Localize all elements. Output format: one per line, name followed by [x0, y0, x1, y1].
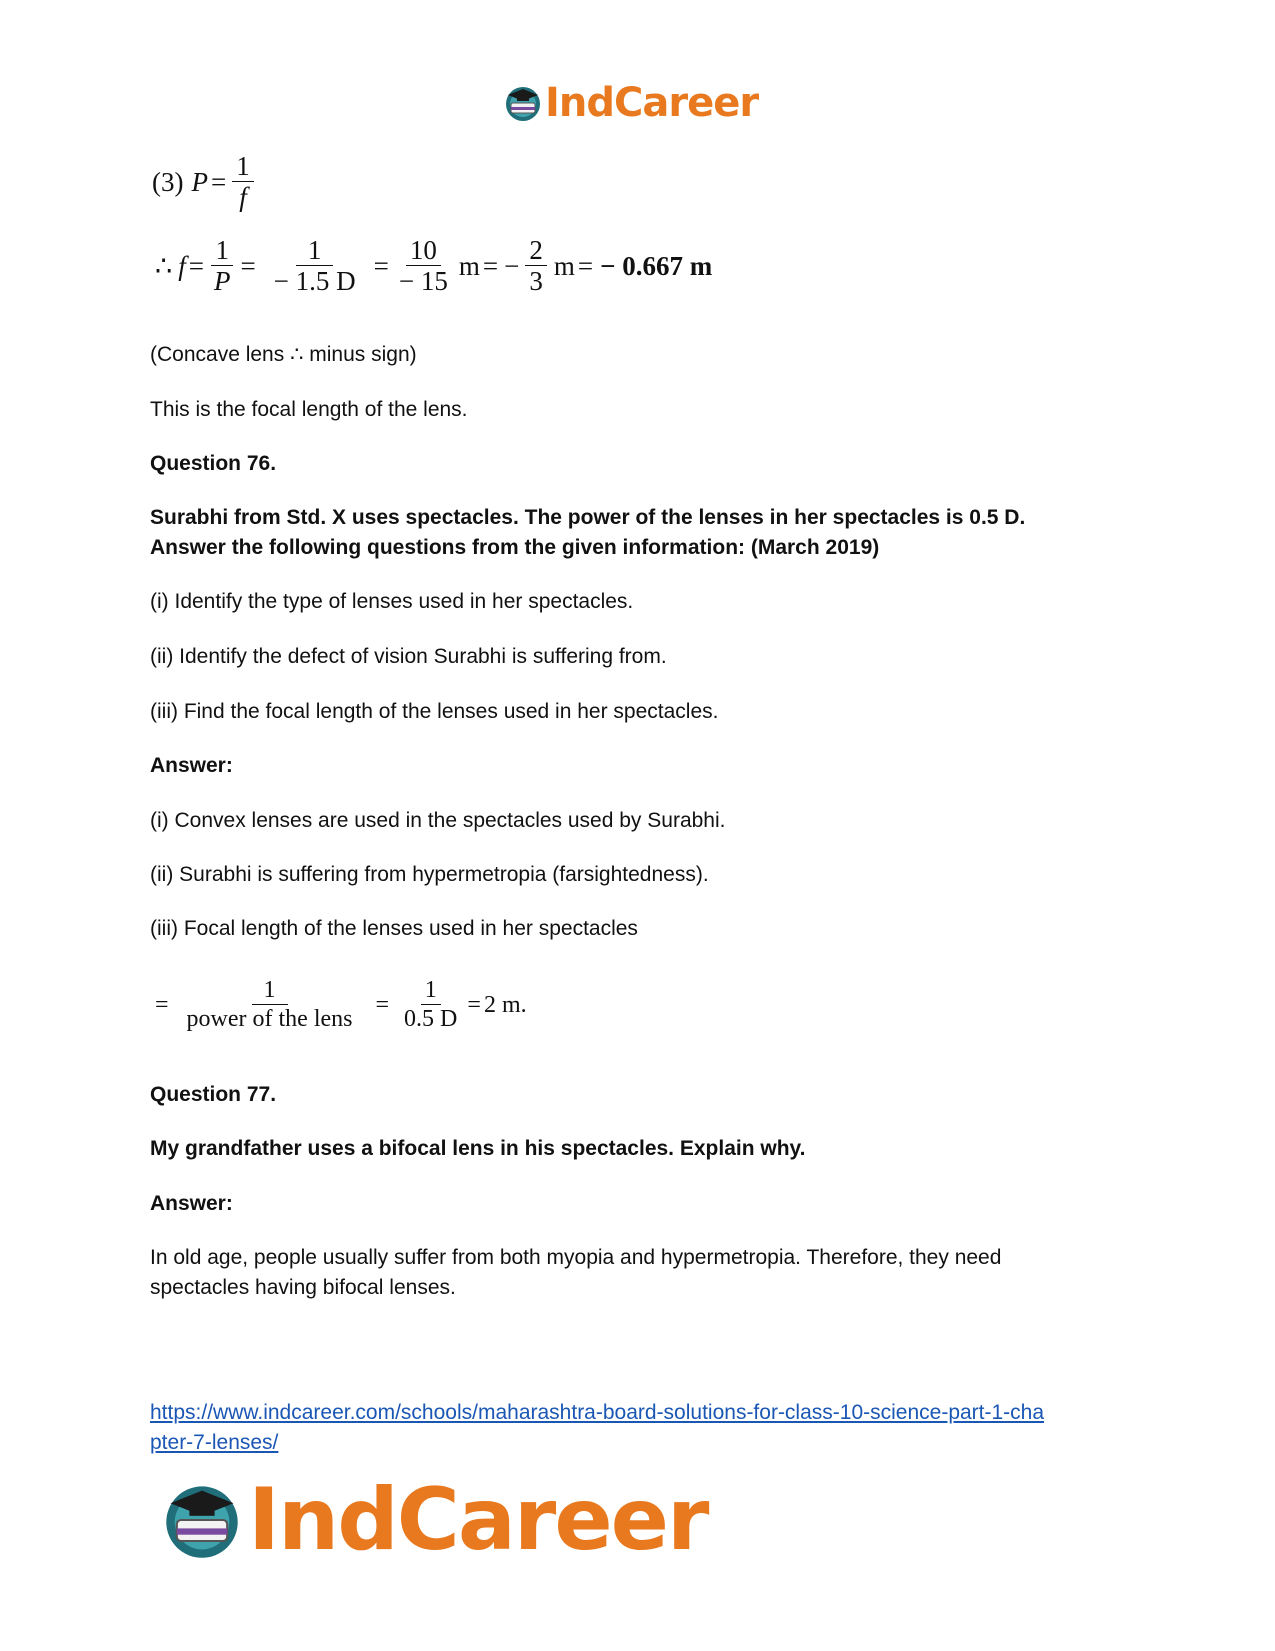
fraction-denominator: 3 [529, 266, 543, 297]
unit-m: m [458, 251, 480, 282]
graduation-cap-book-globe-icon [160, 1478, 244, 1562]
question-76-part-iii: (iii) Find the focal length of the lenses used in her spectacles. [150, 700, 719, 723]
fraction-1-over-P [210, 236, 235, 297]
source-link[interactable] [150, 1398, 1044, 1458]
focal-length-answer-result: 2 m. [483, 991, 527, 1018]
question-76-heading: Question 76. [150, 452, 277, 475]
fraction-1-over-0-5D [400, 978, 461, 1033]
fraction-1-over-power [175, 978, 365, 1033]
fraction-numerator: 1 [252, 978, 288, 1005]
source-link-line2[interactable]: pter-7-lenses/ [150, 1431, 279, 1454]
fraction-numerator: 1 [421, 978, 441, 1005]
fraction-denominator: P [213, 266, 231, 297]
graduation-cap-book-globe-icon [503, 83, 543, 123]
minus-sign: − [504, 251, 520, 282]
fraction-denominator: − 1.5 D [273, 266, 356, 297]
formula-focal-length: ∴ f = $\frac{1}{P}$ = $\frac{1}{- 1.5 D}$ = $\frac{10}{- 15}$ m = − $\frac{2}{3}$ m = − 0.667 m [155, 235, 713, 297]
question-77-text: My grandfather uses a bifocal lens in his spectacles. Explain why. [150, 1137, 806, 1160]
answer-76-part-i: (i) Convex lenses are used in the spectacles used by Surabhi. [150, 809, 726, 832]
fraction-denominator: 0.5 D [404, 1006, 458, 1033]
fraction-2-over-3 [525, 236, 547, 297]
question-76-text-line1: Surabhi from Std. X uses spectacles. The power of the lenses in her spectacles is 0.5 D. [150, 506, 1026, 529]
answer-77-line1: In old age, people usually suffer from both myopia and hypermetropia. Therefore, they need [150, 1246, 1002, 1269]
symbol-f: f [178, 251, 186, 282]
answer-77-line2: spectacles having bifocal lenses. [150, 1276, 456, 1299]
therefore-symbol: ∴ [155, 251, 173, 282]
fraction-1-over-minus-1-5D [262, 236, 368, 297]
fraction-denominator: f [239, 182, 247, 213]
fraction-1-over-f [232, 152, 254, 213]
answer-76-part-ii: (ii) Surabhi is suffering from hypermetropia (farsightedness). [150, 863, 709, 886]
formula-label: (3) [152, 167, 184, 198]
logo-text: IndCareer [545, 80, 759, 126]
question-77-heading: Question 77. [150, 1083, 277, 1106]
formula-power: (3) P = $\frac{1}{f}$ [152, 152, 257, 213]
answer-76-part-iii: (iii) Focal length of the lenses used in her spectacles [150, 917, 638, 940]
fraction-numerator: 1 [232, 152, 254, 182]
fraction-10-over-minus-15 [395, 236, 452, 297]
fraction-denominator: power of the lens [186, 1006, 353, 1033]
concave-note: (Concave lens ∴ minus sign) [150, 343, 417, 366]
focal-length-statement: This is the focal length of the lens. [150, 398, 468, 421]
fraction-numerator: 10 [406, 236, 441, 266]
unit-m-2: m [553, 251, 575, 282]
source-link-line1[interactable]: https://www.indcareer.com/schools/maharashtra-board-solutions-for-class-10-science-part-1-cha [150, 1401, 1045, 1424]
formula-focal-length-answer: = $\frac{1}{\text{power of the lens}}$ = $\frac{1}{0.5 D}$ = 2 m. [155, 977, 527, 1033]
answer-76-heading: Answer: [150, 754, 233, 777]
answer-77-heading: Answer: [150, 1192, 233, 1215]
fraction-numerator: 1 [211, 236, 233, 266]
question-76-text-line2: Answer the following questions from the given information: (March 2019) [150, 536, 880, 559]
fraction-numerator: 1 [296, 236, 334, 266]
indcareer-logo-bottom [160, 1470, 707, 1570]
question-76-part-i: (i) Identify the type of lenses used in her spectacles. [150, 590, 634, 613]
fraction-denominator: − 15 [398, 266, 448, 297]
fraction-numerator: 2 [525, 236, 547, 266]
logo-text-large: IndCareer [248, 1470, 708, 1570]
indcareer-logo-top [503, 80, 758, 126]
focal-length-result: − 0.667 m [600, 251, 713, 282]
symbol-P: P [191, 167, 208, 198]
question-76-part-ii: (ii) Identify the defect of vision Surabhi is suffering from. [150, 645, 667, 668]
